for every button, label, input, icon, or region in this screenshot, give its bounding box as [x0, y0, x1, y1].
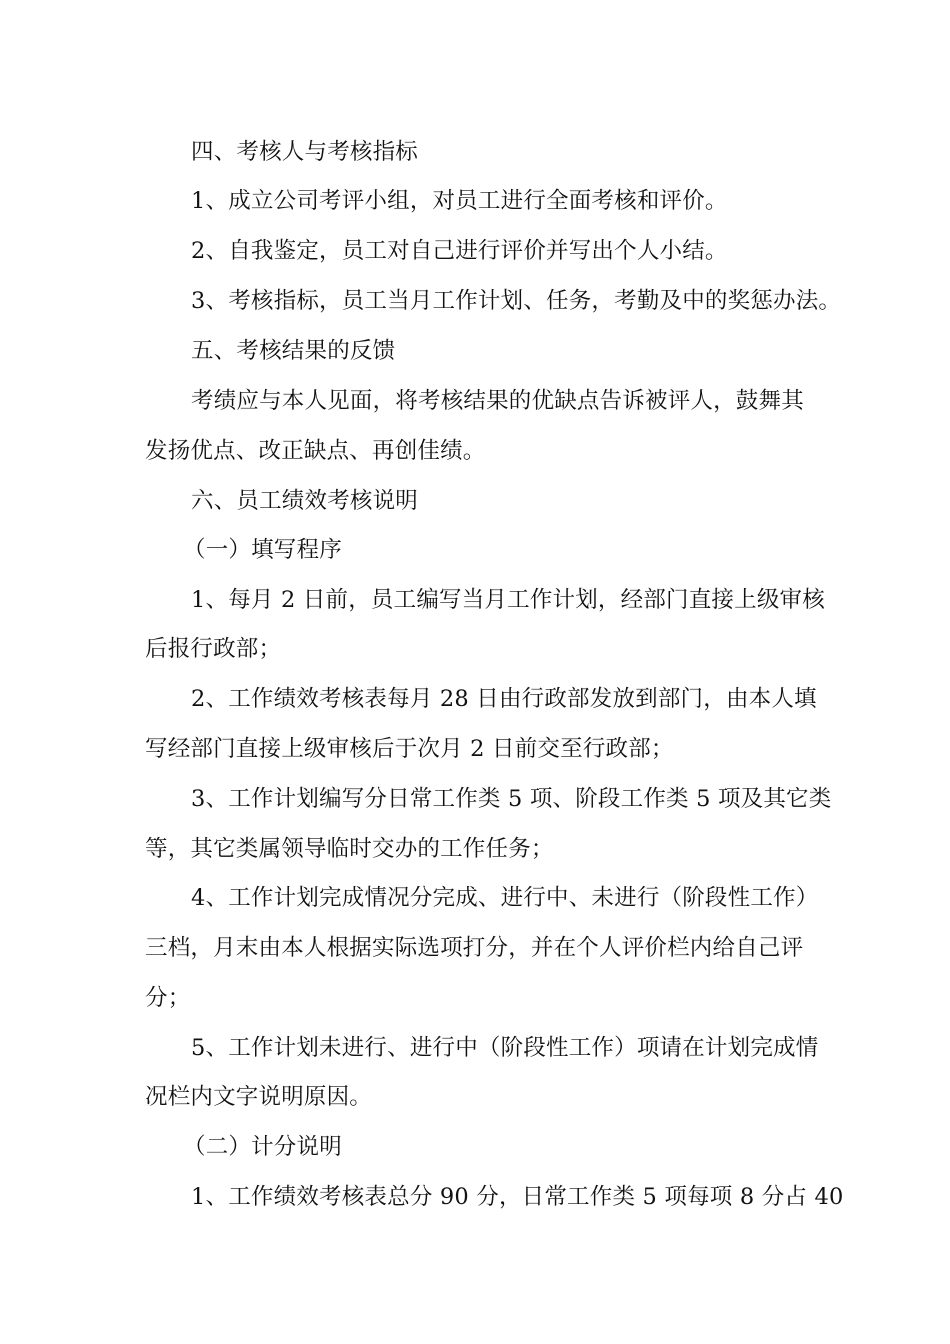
paragraph-line: 3、考核指标，员工当月工作计划、任务，考勤及中的奖惩办法。 — [191, 288, 842, 314]
paragraph-line: 3、工作计划编写分日常工作类 5 项、阶段工作类 5 项及其它类 — [191, 786, 832, 812]
paragraph-line: 等，其它类属领导临时交办的工作任务； — [145, 836, 554, 862]
paragraph-line: 1、每月 2 日前，员工编写当月工作计划，经部门直接上级审核 — [191, 587, 825, 613]
subsection-heading-2: （二）计分说明 — [183, 1134, 342, 1160]
paragraph-line: 2、工作绩效考核表每月 28 日由行政部发放到部门，由本人填 — [191, 686, 817, 712]
paragraph-line: 后报行政部； — [145, 636, 282, 662]
paragraph-line: 1、成立公司考评小组，对员工进行全面考核和评价。 — [191, 188, 728, 214]
paragraph-line: 5、工作计划未进行、进行中（阶段性工作）项请在计划完成情 — [191, 1035, 819, 1061]
paragraph-line: 1、工作绩效考核表总分 90 分，日常工作类 5 项每项 8 分占 40 — [191, 1184, 844, 1210]
paragraph-line: 三档，月末由本人根据实际选项打分，并在个人评价栏内给自己评 — [145, 935, 804, 961]
paragraph-line: 写经部门直接上级审核后于次月 2 日前交至行政部； — [145, 736, 674, 762]
paragraph-line: 发扬优点、改正缺点、再创佳绩。 — [145, 438, 486, 464]
paragraph-line: 分； — [145, 985, 191, 1011]
paragraph-line: 4、工作计划完成情况分完成、进行中、未进行（阶段性工作） — [191, 885, 819, 911]
section-heading-4: 四、考核人与考核指标 — [191, 139, 419, 165]
paragraph-line: 2、自我鉴定，员工对自己进行评价并写出个人小结。 — [191, 238, 728, 264]
subsection-heading-1: （一）填写程序 — [183, 537, 342, 563]
paragraph-line: 况栏内文字说明原因。 — [145, 1084, 373, 1110]
section-heading-5: 五、考核结果的反馈 — [191, 338, 396, 364]
section-heading-6: 六、员工绩效考核说明 — [191, 488, 419, 514]
paragraph-line: 考绩应与本人见面，将考核结果的优缺点告诉被评人，鼓舞其 — [191, 388, 804, 414]
